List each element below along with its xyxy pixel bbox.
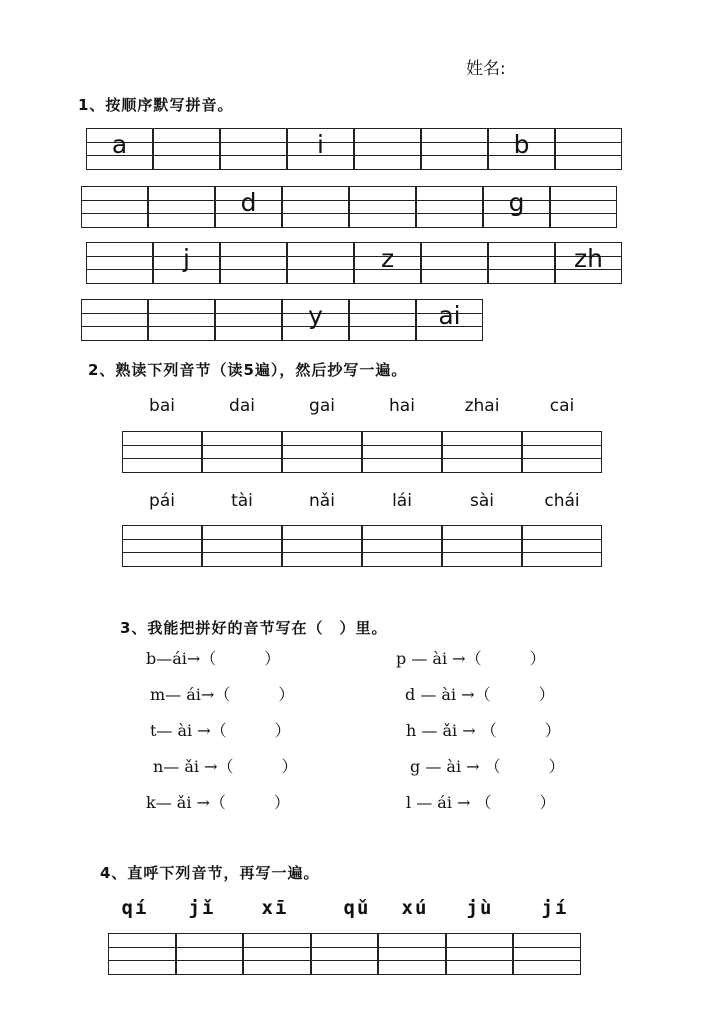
writing-cell [513, 933, 581, 975]
syllable-label: sài [470, 491, 494, 511]
writing-cell [488, 128, 555, 170]
writing-cell [522, 431, 602, 473]
writing-cell [287, 128, 354, 170]
writing-cell [483, 186, 550, 228]
cell-letter: zh [574, 244, 603, 273]
section2-title: 2、熟读下列音节（读5遍），然后抄写一遍。 [88, 361, 408, 379]
cell-letter: d [240, 188, 257, 217]
writing-cell [378, 933, 446, 975]
writing-cell [81, 299, 148, 341]
writing-cell [442, 525, 522, 567]
writing-cell [349, 299, 416, 341]
cell-letter: i [317, 130, 324, 159]
syllable-label: cai [549, 396, 575, 416]
writing-cell [282, 431, 362, 473]
writing-cell [202, 431, 282, 473]
syllable-label: pái [149, 491, 175, 511]
section4-title: 4、直呼下列音节，再写一遍。 [100, 864, 320, 882]
exercise-item: m— ái→（ ） [150, 685, 295, 704]
writing-cell [311, 933, 379, 975]
syllable-label: hai [389, 396, 415, 416]
writing-cell [148, 299, 215, 341]
cell-letter: j [183, 244, 190, 273]
section1-title: 1、按顺序默写拼音。 [78, 96, 234, 114]
writing-cell [81, 186, 148, 228]
syllable-label: dai [229, 396, 255, 416]
syllable-label: nǎi [309, 491, 335, 511]
writing-cell [287, 242, 354, 284]
syllable-label: bai [149, 396, 175, 416]
cell-letter: g [508, 188, 525, 217]
exercise-item: k— ǎi →（ ） [146, 793, 290, 812]
syllable-label: jí [541, 897, 569, 919]
writing-cell [215, 299, 282, 341]
writing-cell [220, 128, 287, 170]
writing-cell [215, 186, 282, 228]
cell-letter: b [513, 130, 530, 159]
writing-cell [220, 242, 287, 284]
writing-cell [442, 431, 522, 473]
exercise-item: l — ái → （ ） [406, 793, 556, 812]
syllable-label: tài [231, 491, 253, 511]
writing-cell [153, 242, 220, 284]
syllable-label: jù [466, 897, 494, 919]
writing-cell [108, 933, 176, 975]
writing-cell [122, 525, 202, 567]
writing-cell [86, 128, 153, 170]
writing-cell [354, 242, 421, 284]
syllable-label: qí [121, 897, 149, 919]
writing-cell [488, 242, 555, 284]
exercise-item: g — ài → （ ） [410, 757, 565, 776]
writing-cell [282, 525, 362, 567]
syllable-label: chái [544, 491, 580, 511]
writing-cell [522, 525, 602, 567]
writing-cell [362, 431, 442, 473]
writing-cell [555, 128, 622, 170]
writing-cell [202, 525, 282, 567]
writing-cell [416, 186, 483, 228]
writing-cell [354, 128, 421, 170]
exercise-item: n— ǎi →（ ） [153, 757, 298, 776]
writing-cell [555, 242, 622, 284]
writing-cell [176, 933, 244, 975]
writing-cell [122, 431, 202, 473]
syllable-label: xú [401, 897, 429, 919]
syllable-label: zhai [464, 396, 500, 416]
writing-cell [421, 242, 488, 284]
cell-letter: z [380, 244, 395, 273]
writing-cell [243, 933, 311, 975]
writing-cell [550, 186, 617, 228]
exercise-item: d — ài →（ ） [405, 685, 555, 704]
section3-title: 3、我能把拼好的音节写在（ ）里。 [120, 619, 388, 637]
syllable-label: jǐ [188, 897, 216, 919]
writing-cell [421, 128, 488, 170]
exercise-item: p — ài →（ ） [396, 649, 546, 668]
name-label: 姓名: [466, 59, 506, 79]
exercise-item: b—ái→（ ） [146, 649, 281, 668]
writing-cell [282, 186, 349, 228]
writing-cell [416, 299, 483, 341]
exercise-item: h — ǎi → （ ） [406, 721, 561, 740]
exercise-item: t— ài →（ ） [150, 721, 291, 740]
writing-cell [362, 525, 442, 567]
writing-cell [282, 299, 349, 341]
writing-cell [86, 242, 153, 284]
syllable-label: xī [261, 897, 289, 919]
writing-cell [153, 128, 220, 170]
cell-letter: ai [438, 301, 461, 330]
syllable-label: gai [309, 396, 335, 416]
cell-letter: a [111, 130, 128, 159]
writing-cell [349, 186, 416, 228]
syllable-label: lái [392, 491, 412, 511]
writing-cell [148, 186, 215, 228]
cell-letter: y [308, 301, 323, 330]
syllable-label: qǔ [343, 897, 371, 919]
writing-cell [446, 933, 514, 975]
